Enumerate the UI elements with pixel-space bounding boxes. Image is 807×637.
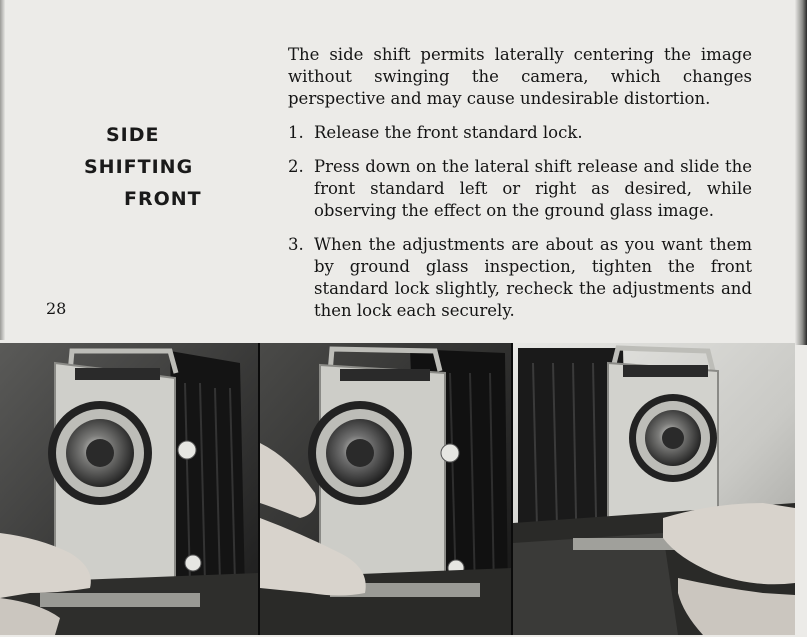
step-text: Release the front standard lock. [314, 123, 583, 142]
step-number: 1. [288, 123, 304, 142]
step-3 [288, 234, 752, 322]
step-text: When the adjustments are about as you want them by ground glass inspection, tighten the front standard lock slightly, recheck the adjustments and then lock each securely. [314, 235, 752, 320]
camera-front-shifted-photo [513, 343, 795, 635]
heading-line-3: FRONT [124, 188, 202, 210]
step-2 [288, 156, 752, 222]
instructions-text [288, 44, 752, 334]
intro-paragraph: The side shift permits laterally centering the image without swinging the camera, which changes perspective and may cause undesirable distortion. [288, 45, 752, 108]
page-edge-right [795, 0, 807, 345]
page-number: 28 [46, 299, 67, 318]
camera-front-centered-photo [0, 343, 258, 635]
heading-line-2: SHIFTING [84, 156, 194, 178]
step-text: Press down on the lateral shift release and slide the front standard left or right as desired, while observing the effect on the ground glass image. [314, 157, 752, 220]
step-number: 2. [288, 157, 304, 176]
camera-front-shifting-photo [260, 343, 511, 635]
step-number: 3. [288, 235, 304, 254]
page-edge-left [0, 0, 5, 340]
photo-strip [0, 343, 795, 635]
step-1 [288, 122, 752, 144]
heading-line-1: SIDE [106, 124, 160, 146]
